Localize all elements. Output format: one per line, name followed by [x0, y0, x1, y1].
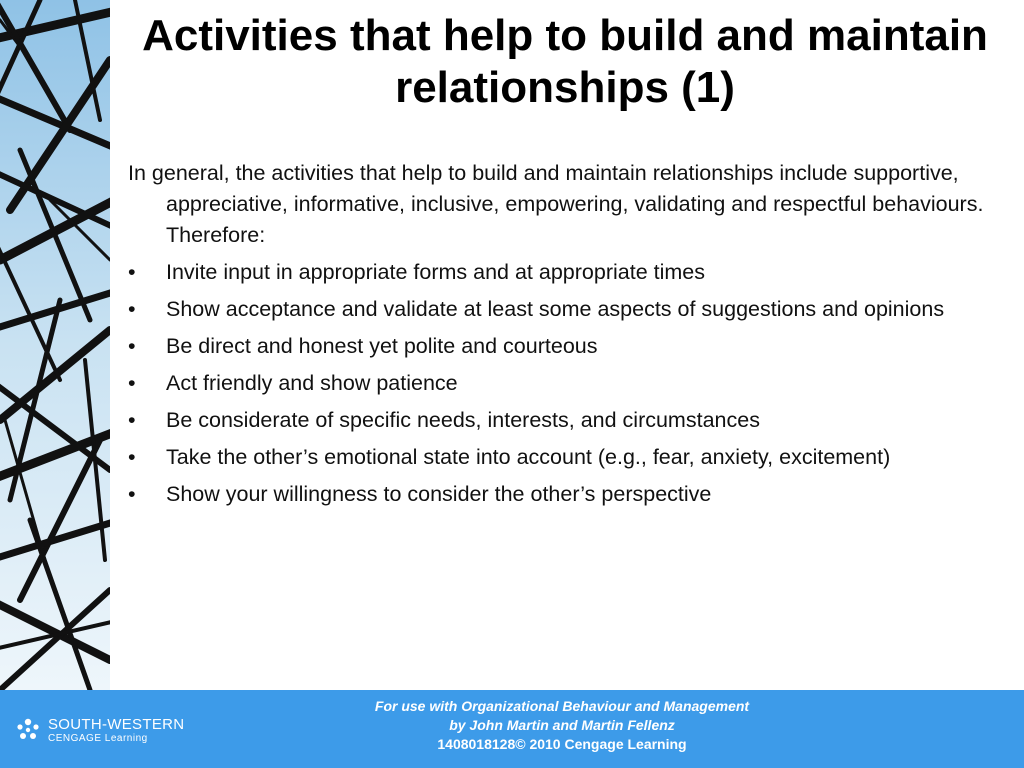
bullet-text: Show acceptance and validate at least some aspects of suggestions and opinions [166, 297, 945, 321]
bullet-item [128, 331, 1018, 362]
footer-bar [0, 690, 1024, 768]
bullet-icon: • [128, 334, 136, 358]
slide-title: Activities that help to build and maintain relationships (1) [142, 11, 988, 112]
bullet-text: Take the other’s emotional state into account (e.g., fear, anxiety, excitement) [166, 445, 891, 469]
decorative-lattice-image [0, 0, 110, 690]
bullet-text: Show your willingness to consider the other’s perspective [166, 482, 712, 506]
bullet-icon: • [128, 260, 136, 284]
slide-body [128, 158, 1018, 516]
bullet-item [128, 405, 1018, 436]
footer-line-2: by John Martin and Martin Fellenz [449, 717, 675, 733]
bullet-item [128, 257, 1018, 288]
bullet-text: Be direct and honest yet polite and courteous [166, 334, 598, 358]
bullet-text: Be considerate of specific needs, interests, and circumstances [166, 408, 760, 432]
bullet-text: Act friendly and show patience [166, 371, 458, 395]
publisher-logo [14, 712, 184, 748]
bullet-icon: • [128, 445, 136, 469]
footer-credits [262, 697, 862, 754]
bullet-item [128, 294, 1018, 325]
bullet-item [128, 368, 1018, 399]
bullet-item [128, 479, 1018, 510]
intro-paragraph: In general, the activities that help to build and maintain relationships include supportive, appreciative, informative, inclusive, empowering, validating and respectful behaviours. Therefore: [128, 161, 984, 247]
footer-line-1: For use with Organizational Behaviour and Management [374, 698, 750, 714]
bullet-item [128, 442, 1018, 473]
footer-line-3: 1408018128© 2010 Cengage Learning [437, 736, 687, 752]
bullet-icon: • [128, 482, 136, 506]
logo-line-2: CENGAGE Learning [48, 732, 148, 744]
bullet-icon: • [128, 408, 136, 432]
logo-line-1: SOUTH-WESTERN [48, 715, 185, 733]
bullet-icon: • [128, 371, 136, 395]
cengage-star-icon [14, 716, 42, 744]
bullet-list [128, 257, 1018, 510]
bullet-text: Invite input in appropriate forms and at appropriate times [166, 260, 705, 284]
bullet-icon: • [128, 297, 136, 321]
